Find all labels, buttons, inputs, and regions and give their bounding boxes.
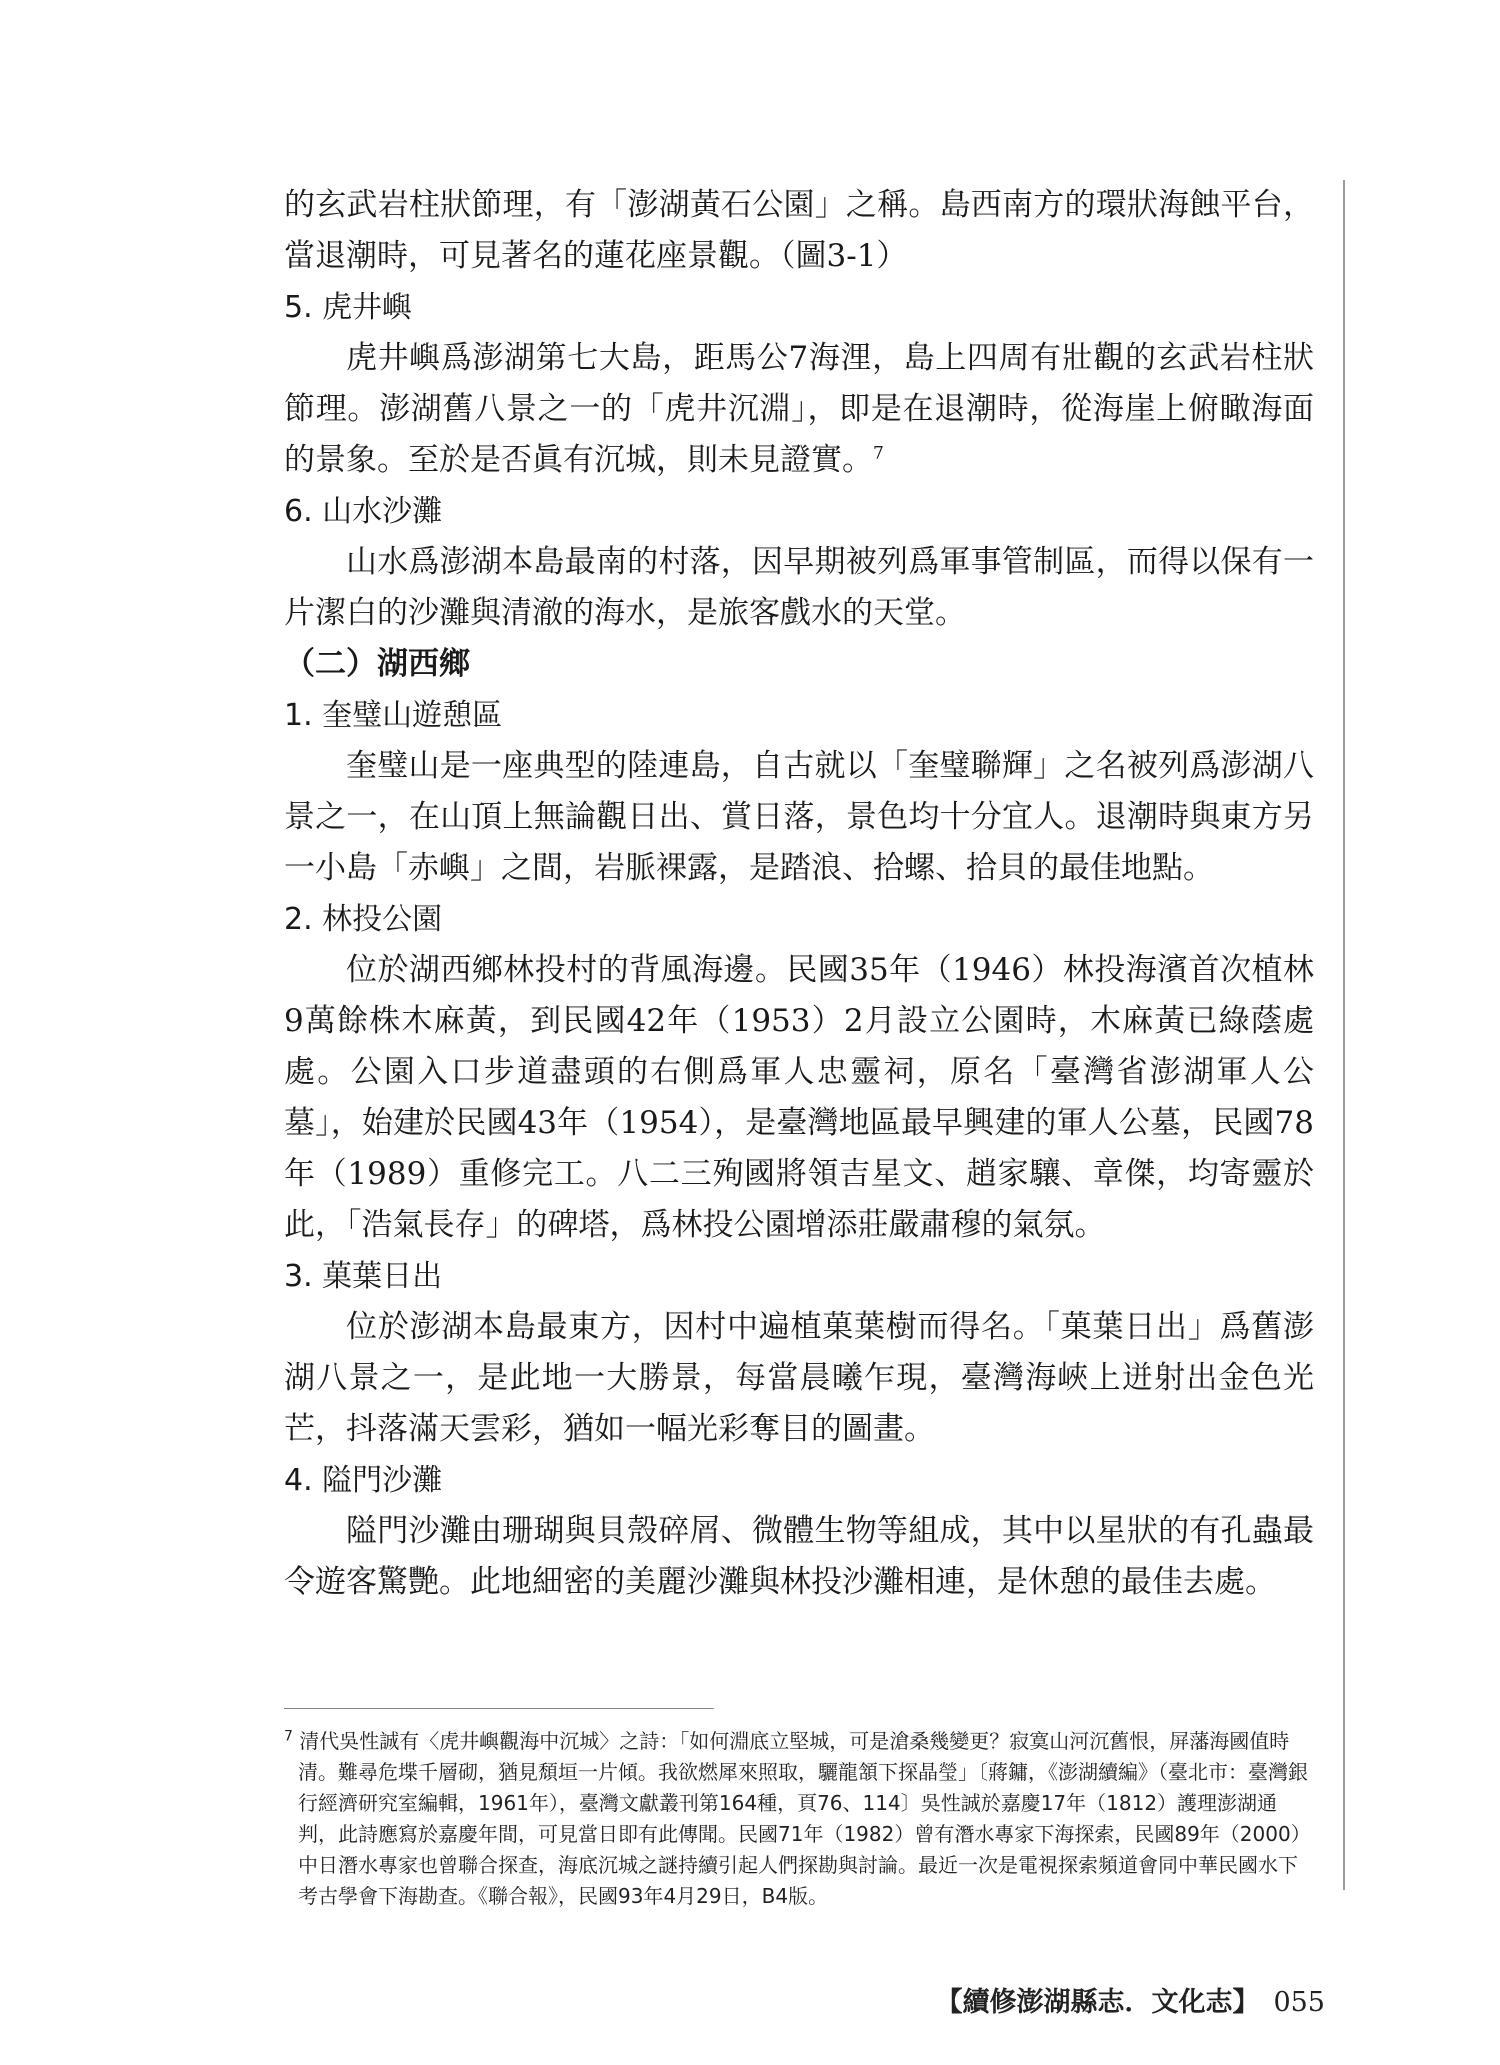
- paragraph: 位於湖西鄉林投村的背風海邊。民國35年（1946）林投海濱首次植林9萬餘株木麻黃，到民國42年（1953）2月設立公園時，木麻黃已綠蔭處處。公園入口步道盡頭的右側爲軍人忠靈祠，原名「臺灣省澎湖軍人公墓」，始建於民國43年（1954），是臺灣地區最早興建的軍人公墓，民國78年（1989）重修完工。八二三殉國將領吉星文、趙家驤、章傑，均寄靈於此，「浩氣長存」的碑塔，爲林投公園增添莊嚴肅穆的氣氛。: [284, 952, 1314, 1243]
- item-heading: 3. 菓葉日出: [284, 1259, 443, 1294]
- item-heading: 6. 山水沙灘: [284, 494, 443, 529]
- item-heading: 2. 林投公園: [284, 902, 443, 937]
- footnote-text: 清代吳性誠有〈虎井嶼觀海中沉城〉之詩：「如何淵底立堅城，可是滄桑幾變更？寂寞山河沉舊恨，屏藩海國值時清。難尋危堞千層砌，猶見頹垣一片傾。我欲燃犀來照取，驪龍頷下探晶瑩」〔蔣鏞，《澎湖續編》（臺北市：臺灣銀行經濟研究室編輯，1961年），臺灣文獻叢刊第164種，頁76、114〕吳性誠於嘉慶17年（1812）護理澎湖通判，此詩應寫於嘉慶年間，可見當日即有此傳聞。民國71年（1982）曾有潛水專家下海探索，民國89年（2000）中日潛水專家也曾聯合探查，海底沉城之謎持續引起人們探勘與討論。最近一次是電視探索頻道會同中華民國水下考古學會下海勘查。《聯合報》，民國93年4月29日，B4版。: [298, 1729, 1311, 1908]
- footnote: [284, 1726, 1314, 1912]
- paragraph: 奎璧山是一座典型的陸連島，自古就以「奎璧聯輝」之名被列爲澎湖八景之一，在山頂上無論觀日出、賞日落，景色均十分宜人。退潮時與東方另一小島「赤嶼」之間，岩脈裸露，是踏浪、拾螺、拾貝的最佳地點。: [284, 748, 1314, 886]
- page-number: 055: [1273, 1987, 1325, 2018]
- paragraph-text: 虎井嶼爲澎湖第七大島，距馬公7海浬，島上四周有壯觀的玄武岩柱狀節理。澎湖舊八景之一的「虎井沉淵」，即是在退潮時，從海崖上俯瞰海面的景象。至於是否眞有沉城，則未見證實。: [284, 340, 1314, 478]
- section-heading: （二）湖西鄉: [284, 646, 470, 682]
- paragraph: 山水爲澎湖本島最南的村落，因早期被列爲軍事管制區，而得以保有一片潔白的沙灘與清澈的海水，是旅客戲水的天堂。: [284, 544, 1314, 631]
- margin-rule: [1343, 180, 1345, 1890]
- footnote-divider: [284, 1708, 714, 1709]
- running-footer: [935, 1980, 1325, 2019]
- paragraph: [284, 333, 1314, 486]
- paragraph: 隘門沙灘由珊瑚與貝殼碎屑、微體生物等組成，其中以星狀的有孔蟲最令遊客驚艷。此地細密的美麗沙灘與林投沙灘相連，是休憩的最佳去處。: [284, 1513, 1314, 1600]
- book-title: 【續修澎湖縣志．文化志】: [935, 1987, 1260, 2018]
- paragraph: 的玄武岩柱狀節理，有「澎湖黃石公園」之稱。島西南方的環狀海蝕平台，當退潮時，可見著名的蓮花座景觀。（圖3-1）: [284, 187, 1314, 274]
- paragraph: 位於澎湖本島最東方，因村中遍植菓葉樹而得名。「菓葉日出」爲舊澎湖八景之一，是此地一大勝景，每當晨曦乍現，臺灣海峽上迸射出金色光芒，抖落滿天雲彩，猶如一幅光彩奪目的圖畫。: [284, 1309, 1314, 1447]
- item-heading: 5. 虎井嶼: [284, 290, 413, 325]
- item-heading: 1. 奎璧山遊憩區: [284, 698, 503, 733]
- item-heading: 4. 隘門沙灘: [284, 1463, 443, 1498]
- footnote-mark: 7: [284, 1728, 293, 1745]
- footnote-paragraph: [284, 1726, 1314, 1912]
- footnote-ref[interactable]: 7: [873, 443, 884, 464]
- main-text: [284, 180, 1314, 1608]
